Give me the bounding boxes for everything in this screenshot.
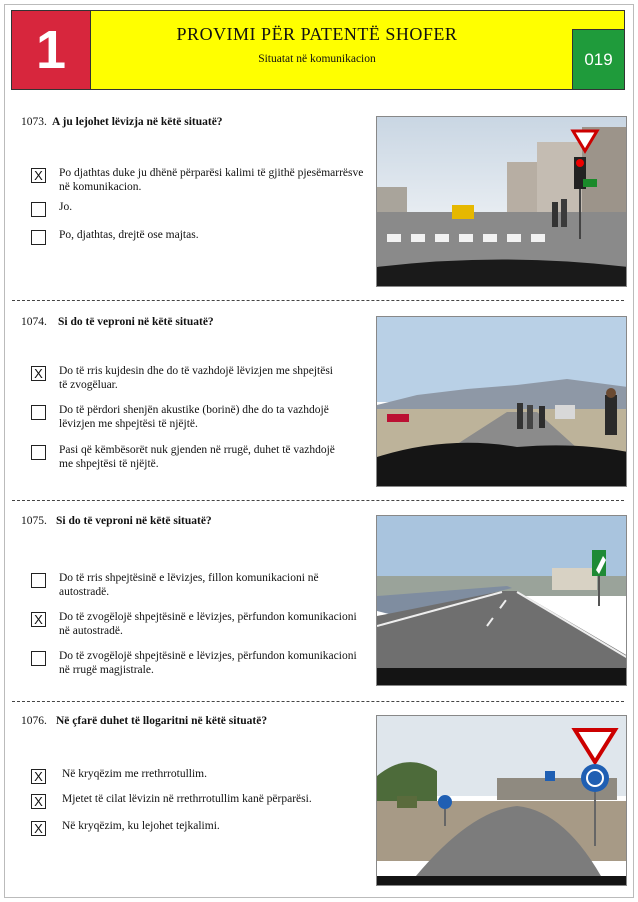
question-text: A ju lejohet lëvizja në këtë situatë?: [52, 116, 223, 128]
answer-checkbox[interactable]: [31, 445, 46, 460]
answer-text: Po, djathtas, drejtë ose majtas.: [59, 229, 199, 241]
answer-checkbox[interactable]: X: [31, 612, 46, 627]
answer-text: Do të përdori shenjën akustike (borinë) dhe do ta vazhdojë lëvizjen me shpejtësi të njëjtë.: [59, 404, 329, 430]
answer-option[interactable]: [31, 649, 371, 677]
answer-text: Do të zvogëlojë shpejtësinë e lëvizjes, përfundon komunikacioni në rrugë magjistrale.: [59, 650, 357, 676]
answer-text: Po djathtas duke ju dhënë përparësi kalimi të gjithë pjesëmarrësve në komunikacion.: [59, 167, 364, 193]
answer-checkbox[interactable]: X: [31, 794, 46, 809]
situation-photo-4: [376, 715, 627, 886]
answer-option[interactable]: [31, 200, 371, 217]
answer-option[interactable]: [31, 443, 371, 471]
question-number: 1075.: [21, 515, 47, 527]
answer-checkbox[interactable]: [31, 651, 46, 666]
answer-text: Do të rris kujdesin dhe do të vazhdojë lëvizjen me shpejtësi të zvogëluar.: [59, 365, 334, 391]
question-number: 1073.: [21, 116, 47, 128]
situation-photo-3: [376, 515, 627, 686]
situation-photo-1: [376, 116, 627, 287]
section-number-box: [12, 11, 91, 89]
question-number: 1074.: [21, 316, 47, 328]
question-text: Si do të veproni në këtë situatë?: [58, 316, 214, 328]
answer-option[interactable]: [31, 228, 371, 245]
header-banner: [11, 10, 625, 90]
answer-checkbox[interactable]: X: [31, 366, 46, 381]
answer-option[interactable]: [31, 610, 371, 638]
answer-text: Mjetet të cilat lëvizin në rrethrrotullim kanë përparësi.: [62, 793, 312, 805]
answer-option[interactable]: [31, 364, 371, 392]
page-code: 019: [584, 49, 613, 69]
answer-text: Do të rris shpejtësinë e lëvizjes, fillon komunikacioni në autostradë.: [59, 572, 319, 598]
answer-option[interactable]: [31, 767, 371, 784]
answer-checkbox[interactable]: [31, 573, 46, 588]
answer-option[interactable]: [31, 403, 371, 431]
answer-text: Do të zvogëlojë shpejtësinë e lëvizjes, përfundon komunikacioni në autostradë.: [59, 611, 357, 637]
situation-photo-2: [376, 316, 627, 487]
answer-checkbox[interactable]: [31, 405, 46, 420]
answer-checkbox[interactable]: X: [31, 821, 46, 836]
answer-checkbox[interactable]: X: [31, 168, 46, 183]
answer-checkbox[interactable]: [31, 230, 46, 245]
answer-text: Jo.: [59, 201, 73, 213]
answer-checkbox[interactable]: X: [31, 769, 46, 784]
answer-text: Në kryqëzim me rrethrrotullim.: [62, 768, 207, 780]
answer-option[interactable]: [31, 792, 371, 809]
section-divider: [12, 300, 624, 301]
answer-option[interactable]: [31, 166, 371, 194]
question-number: 1076.: [21, 715, 47, 727]
question-text: Si do të veproni në këtë situatë?: [56, 515, 212, 527]
answer-checkbox[interactable]: [31, 202, 46, 217]
answer-option[interactable]: [31, 819, 371, 836]
section-divider: [12, 500, 624, 501]
answer-text: Pasi që këmbësorët nuk gjenden në rrugë, duhet të vazhdojë me shpejtësi të njëjtë.: [59, 444, 335, 470]
section-number: 1: [35, 20, 67, 80]
section-divider: [12, 701, 624, 702]
question-text: Në çfarë duhet të llogaritni në këtë situatë?: [56, 715, 268, 727]
page-title: PROVIMI PËR PATENTË SHOFER: [176, 24, 458, 44]
answer-text: Në kryqëzim, ku lejohet tejkalimi.: [62, 820, 220, 832]
page-code-box: [572, 29, 624, 89]
page-subtitle: Situatat në komunikacion: [258, 53, 376, 65]
answer-option[interactable]: [31, 571, 371, 599]
